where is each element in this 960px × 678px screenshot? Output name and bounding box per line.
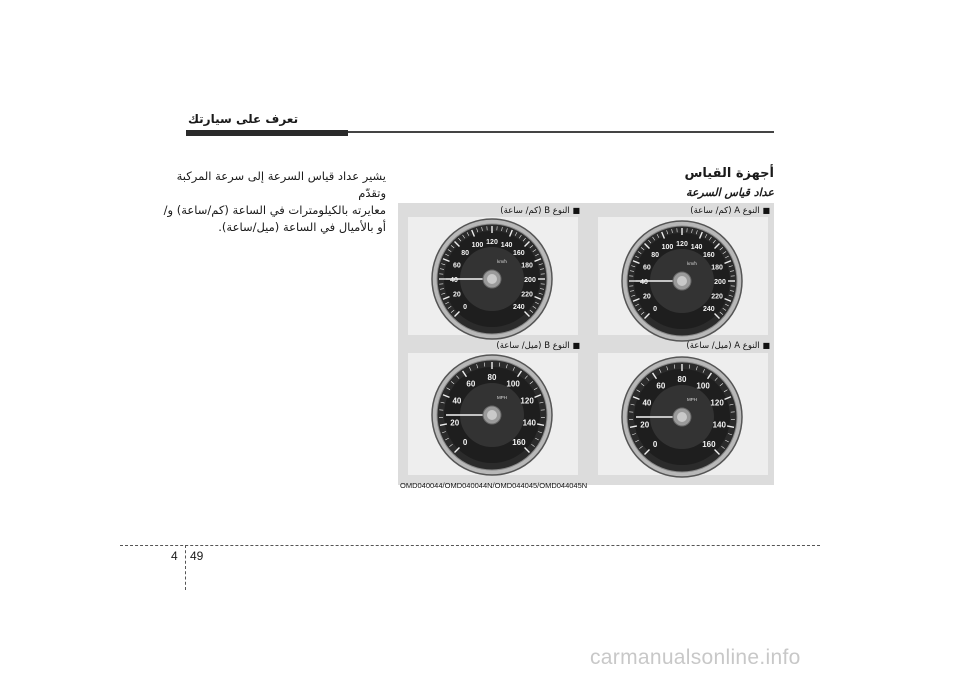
gauge-tick-label: 120 bbox=[676, 241, 688, 248]
gauge-tick-label: 40 bbox=[450, 277, 458, 284]
caption-type-b-km: ■ النوع B (كم/ ساعة) bbox=[500, 206, 580, 216]
gauge-tick-label: 140 bbox=[690, 243, 703, 251]
watermark: carmanualsonline.info bbox=[590, 646, 801, 669]
gauge-unit-label: MPH bbox=[687, 397, 697, 402]
gauge-tick-label: 60 bbox=[642, 264, 651, 272]
chapter-title: تعرف على سيارتك bbox=[188, 112, 299, 126]
gauge-tick-label: 80 bbox=[677, 375, 687, 384]
caption-type-b-mph: ■ النوع B (ميل/ ساعة) bbox=[496, 341, 580, 351]
gauge-tick-label: 120 bbox=[486, 239, 498, 246]
gauge-tick-label: 160 bbox=[703, 252, 715, 260]
bullet-icon: ■ bbox=[762, 341, 770, 350]
gauge-tick-label: 20 bbox=[452, 291, 461, 299]
gauge-tick-label: 240 bbox=[513, 303, 525, 311]
gauge-tick-label: 80 bbox=[651, 252, 660, 260]
caption-type-a-mph: ■ النوع A (ميل/ ساعة) bbox=[686, 341, 770, 351]
gauge-tick-label: 140 bbox=[712, 420, 726, 430]
gauge-tick-label: 100 bbox=[506, 379, 520, 389]
section-title: أجهزة القياس bbox=[684, 166, 774, 181]
caption-type-a-km: ■ النوع A (كم/ ساعة) bbox=[690, 206, 770, 216]
gauge-tick-label: 200 bbox=[714, 279, 726, 286]
gauge-tick-label: 160 bbox=[513, 250, 525, 258]
gauge-tick-label: 20 bbox=[450, 418, 460, 428]
gauge-tick-label: 40 bbox=[452, 396, 462, 406]
gauge-unit-label: km/h bbox=[497, 259, 507, 264]
gauge-tick-label: 180 bbox=[711, 264, 723, 272]
gauge-unit-label: km/h bbox=[687, 261, 697, 266]
description-line: معايرته بالكيلومترات في الساعة (كم/ساعة) و/ bbox=[163, 203, 386, 217]
gauge-tick-label: 100 bbox=[661, 243, 674, 251]
description bbox=[160, 168, 386, 236]
gauge-tick-label: 0 bbox=[463, 303, 468, 311]
page-number: 49 bbox=[190, 549, 204, 563]
description-line: يشير عداد قياس السرعة إلى سرعة المركبة وتقدّم bbox=[176, 169, 386, 200]
speedometer-mph-type-b bbox=[430, 353, 554, 477]
speedometer-km-type-b bbox=[430, 217, 554, 341]
gauge-tick-label: 180 bbox=[521, 262, 533, 270]
gauge-tick-label: 200 bbox=[524, 277, 536, 284]
bullet-icon: ■ bbox=[572, 206, 580, 215]
gauge-tick-label: 40 bbox=[642, 398, 652, 408]
gauge-tick-label: 240 bbox=[703, 305, 715, 313]
speedometer-mph-type-a bbox=[620, 355, 744, 479]
gauge-tick-label: 160 bbox=[512, 437, 526, 447]
gauge-tick-label: 80 bbox=[461, 250, 470, 258]
gauge-tick-label: 60 bbox=[466, 379, 476, 389]
chapter-number: 4 bbox=[171, 549, 178, 563]
gauge-tick-label: 0 bbox=[652, 439, 658, 449]
description-line: أو بالأميال في الساعة (ميل/ساعة). bbox=[218, 220, 386, 234]
gauge-tick-label: 220 bbox=[711, 293, 723, 301]
gauge-tick-label: 140 bbox=[522, 418, 536, 428]
gauge-tick-label: 100 bbox=[696, 381, 710, 391]
gauge-tick-label: 60 bbox=[656, 381, 666, 391]
footer-rule bbox=[120, 545, 820, 546]
figure-code: OMD040044/OMD040044N/OMD044045/OMD044045N bbox=[400, 481, 588, 490]
gauge-tick-label: 160 bbox=[702, 439, 716, 449]
gauge-tick-label: 20 bbox=[640, 420, 650, 430]
header-tab bbox=[186, 130, 348, 136]
speedometer-km-type-a bbox=[620, 219, 744, 343]
gauge-tick-label: 100 bbox=[471, 241, 484, 249]
gauge-unit-label: MPH bbox=[497, 395, 507, 400]
gauge-tick-label: 80 bbox=[487, 373, 497, 382]
gauge-tick-label: 120 bbox=[520, 396, 534, 406]
gauge-tick-label: 0 bbox=[653, 305, 658, 313]
speedometer-figure bbox=[398, 203, 774, 490]
gauge-tick-label: 220 bbox=[521, 291, 533, 299]
gauge-tick-label: 140 bbox=[500, 241, 513, 249]
gauge-tick-label: 0 bbox=[462, 437, 468, 447]
section-subtitle: عداد قياس السرعة bbox=[685, 186, 774, 199]
gauge-tick-label: 120 bbox=[710, 398, 724, 408]
gauge-tick-label: 20 bbox=[642, 293, 651, 301]
gauge-tick-label: 60 bbox=[452, 262, 461, 270]
gauge-tick-label: 40 bbox=[640, 279, 648, 286]
bullet-icon: ■ bbox=[572, 341, 580, 350]
footer-divider bbox=[185, 545, 186, 590]
bullet-icon: ■ bbox=[762, 206, 770, 215]
